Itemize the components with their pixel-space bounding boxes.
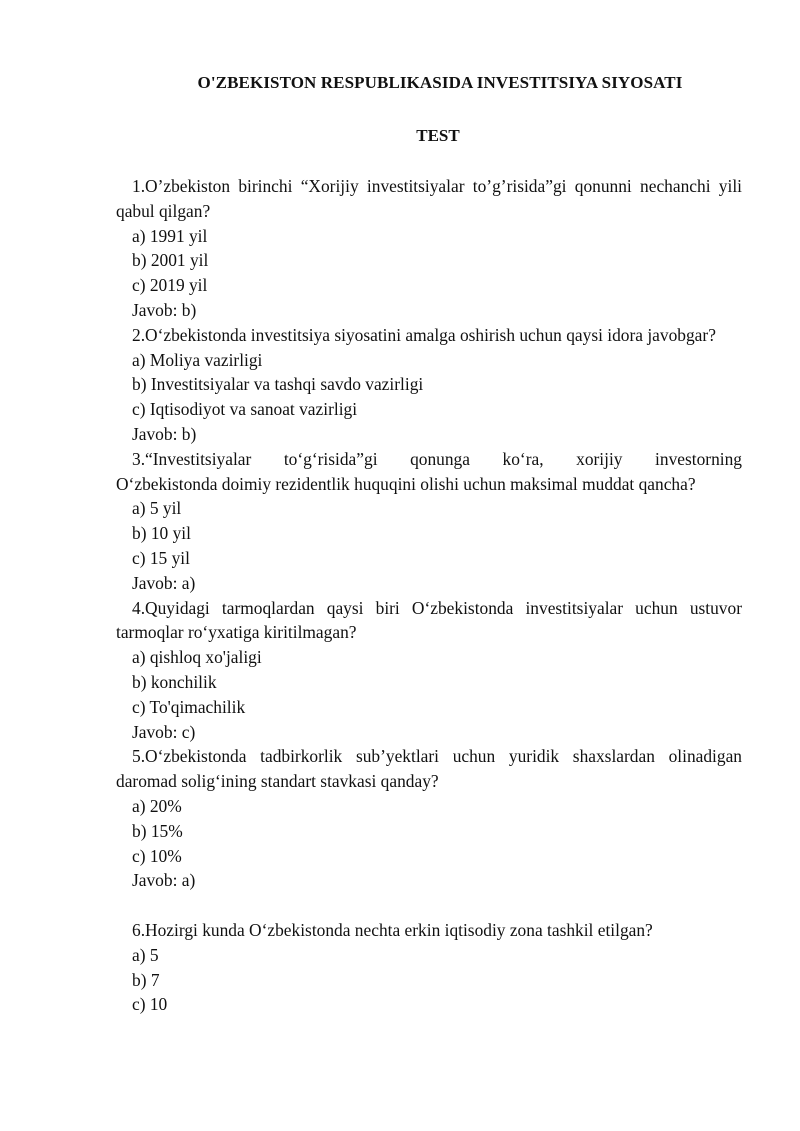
- option-c: c) 10: [132, 994, 168, 1015]
- option-b: b) 15%: [132, 820, 183, 841]
- answer: Javob: a): [132, 572, 196, 593]
- option-c: c) 2019 yil: [132, 275, 208, 296]
- option-b: b) 7: [132, 969, 160, 990]
- option-c: c) 10%: [132, 845, 182, 866]
- option-a: a) Moliya vazirligi: [132, 349, 263, 370]
- blank-line: [116, 893, 742, 918]
- question-text: 5.O‘zbekistonda tadbirkorlik sub’yektlari uchun yuridik shaxslardan olinadigan daromad solig‘ining standart stavkasi qanday?: [116, 746, 742, 792]
- option-a: a) 20%: [132, 795, 182, 816]
- option-a: a) qishloq xo'jaligi: [132, 647, 262, 668]
- question-3: [116, 447, 742, 596]
- question-list: [116, 174, 742, 1017]
- document-title: O'ZBEKISTON RESPUBLIKASIDA INVESTITSIYA SIYOSATI: [197, 73, 683, 92]
- option-b: b) Investitsiyalar va tashqi savdo vazirligi: [132, 374, 424, 395]
- question-text: 2.O‘zbekistonda investitsiya siyosatini amalga oshirish uchun qaysi idora javobgar?: [132, 324, 716, 345]
- document-subtitle: TEST: [416, 126, 460, 145]
- answer: Javob: a): [132, 870, 196, 891]
- question-5: [116, 744, 742, 893]
- option-b: b) 10 yil: [132, 523, 191, 544]
- option-b: b) konchilik: [132, 671, 217, 692]
- answer: Javob: b): [132, 299, 197, 320]
- option-c: c) Iqtisodiyot va sanoat vazirligi: [132, 399, 358, 420]
- option-a: a) 5 yil: [132, 498, 182, 519]
- option-c: c) To'qimachilik: [132, 696, 246, 717]
- option-b: b) 2001 yil: [132, 250, 209, 271]
- question-2: [116, 323, 742, 447]
- question-6: [116, 918, 742, 1017]
- question-1: [116, 174, 742, 323]
- question-text-line-2: O‘zbekistonda doimiy rezidentlik huquqini olishi uchun maksimal muddat qancha?: [116, 473, 696, 494]
- question-text-line-1: 3.“Investitsiyalar to‘g‘risida”gi qonunga ko‘ra, xorijiy investorning: [132, 448, 742, 469]
- option-a: a) 1991 yil: [132, 225, 208, 246]
- answer: Javob: b): [132, 423, 197, 444]
- question-text: 1.O’zbekiston birinchi “Xorijiy investitsiyalar to’g’risida”gi qonunni nechanchi yili qabul qilgan?: [116, 176, 742, 221]
- answer: Javob: c): [132, 721, 196, 742]
- question-text: 6.Hozirgi kunda O‘zbekistonda nechta erkin iqtisodiy zona tashkil etilgan?: [132, 919, 653, 940]
- option-c: c) 15 yil: [132, 547, 190, 568]
- question-text: 4.Quyidagi tarmoqlardan qaysi biri O‘zbekistonda investitsiyalar uchun ustuvor tarmoqlar ro‘yxatiga kiritilmagan?: [116, 597, 742, 643]
- option-a: a) 5: [132, 944, 159, 965]
- question-4: [116, 596, 742, 745]
